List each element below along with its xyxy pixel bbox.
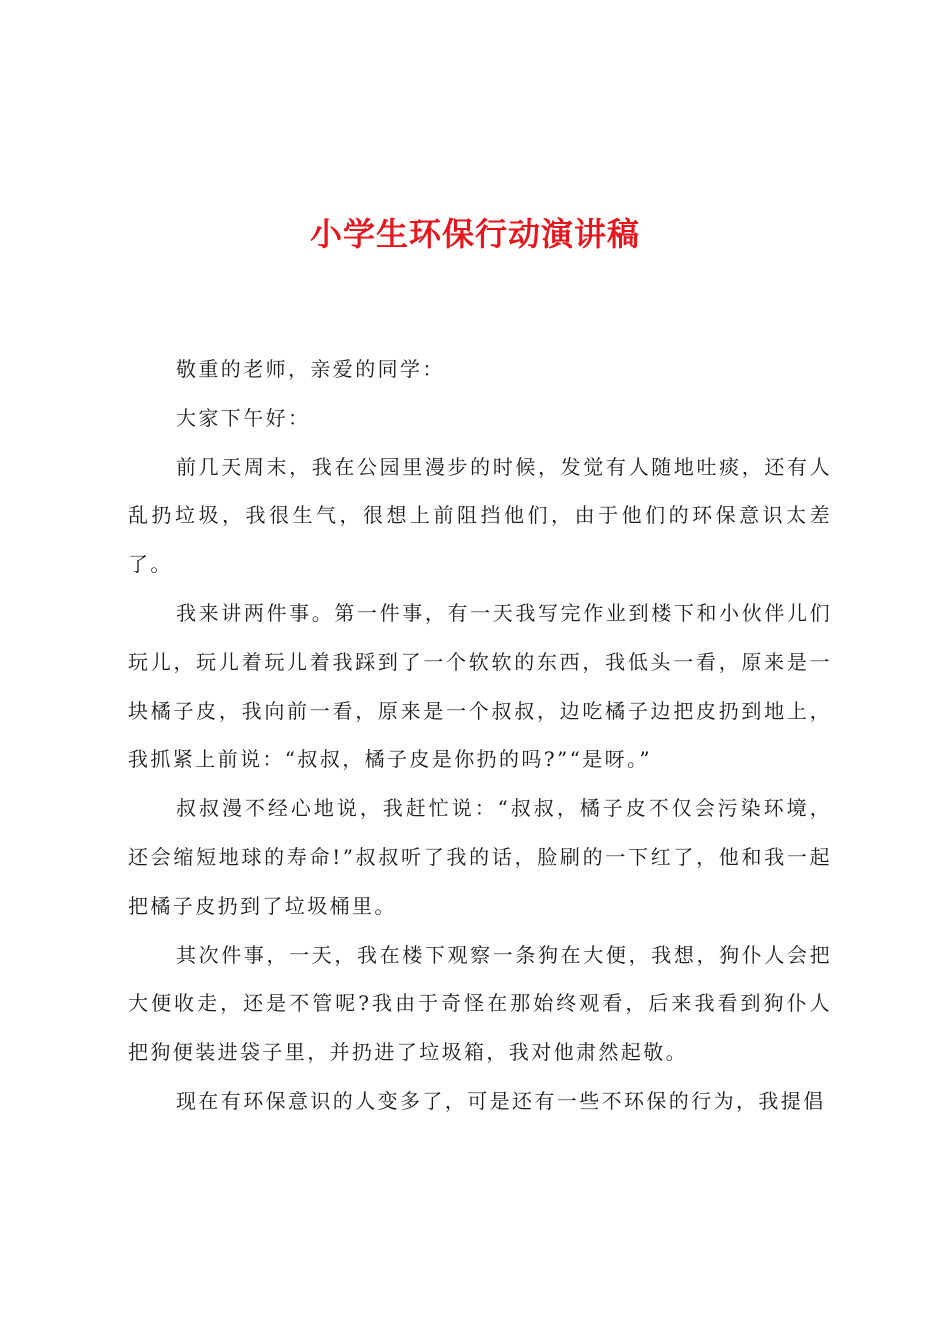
paragraph: 前几天周末，我在公园里漫步的时候，发觉有人随地吐痰，还有人乱扔垃圾，我很生气，很想上前阻挡他们，由于他们的环保意识太差了。 xyxy=(128,454,832,577)
paragraph-greeting: 敬重的老师，亲爱的同学： xyxy=(176,357,445,381)
paragraph: 其次件事，一天，我在楼下观察一条狗在大便，我想，狗仆人会把大便收走，还是不管呢?我由于奇怪在那始终观看，后来我看到狗仆人把狗便装进袋子里，并扔进了垃圾箱，我对他肃然起敬。 xyxy=(128,942,832,1065)
paragraph: 我来讲两件事。第一件事，有一天我写完作业到楼下和小伙伴儿们玩儿，玩儿着玩儿着我踩到了一个软软的东西，我低头一看，原来是一块橘子皮，我向前一看，原来是一个叔叔，边吃橘子边把皮扔到地上，我抓紧上前说：“叔叔，橘子皮是你扔的吗?”“是呀。” xyxy=(128,600,832,772)
paragraph-salutation: 大家下午好： xyxy=(176,405,311,430)
document-title: 小学生环保行动演讲稿 xyxy=(309,215,640,253)
paragraph: 现在有环保意识的人变多了，可是还有一些不环保的行为，我提倡 xyxy=(176,1088,826,1113)
document-body xyxy=(128,345,832,1126)
paragraph: 叔叔漫不经心地说，我赶忙说：“叔叔，橘子皮不仅会污染环境，还会缩短地球的寿命!”叔叔听了我的话，脸刷的一下红了，他和我一起把橘子皮扔到了垃圾桶里。 xyxy=(128,796,832,918)
